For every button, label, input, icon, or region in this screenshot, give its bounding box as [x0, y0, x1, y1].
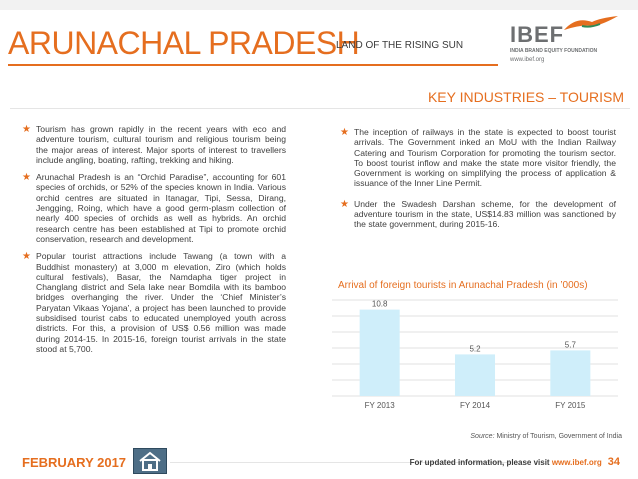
list-item: [340, 198, 616, 230]
logo-tagline: INDIA BRAND EQUITY FOUNDATION: [510, 48, 598, 54]
right-column: [340, 127, 616, 240]
list-item: [22, 124, 286, 165]
chart-x-tick-label: FY 2015: [555, 401, 586, 410]
bullet-text: Popular tourist attractions include Tawang (a town with a Buddhist monastery) at 3,000 m elevation, Ziro (which holds cultural festivals), Basar, the Namdapha tiger project in Changlang district and Sela lake near Bomdila with its bamboo bridges overhanging the river. Under the ‘Chief Minister’s Paryatan Vikaas Yojana’, a project has been launched to provide subsidised tourist cabs to educated unemployed youth across districts. For this, a provision of US$ 0.56 million was made during 2014-15. In 2015-16, foreign tourist arrivals in the state stood at 5,700.: [36, 251, 286, 354]
footer-url-link[interactable]: www.ibef.org: [551, 458, 602, 467]
page-title: ARUNACHAL PRADESH: [8, 25, 360, 61]
star-icon: ★: [340, 198, 349, 210]
chart-data-label: 5.7: [564, 340, 576, 350]
star-icon: ★: [22, 251, 31, 263]
chart-bar: [550, 350, 590, 396]
left-column: [22, 124, 286, 361]
chart-x-tick-label: FY 2014: [459, 401, 491, 410]
chart-title: Arrival of foreign tourists in Arunachal Pradesh (in ’000s): [338, 280, 588, 291]
chart-bar: [455, 354, 495, 396]
footer-info-prefix: For updated information, please visit: [409, 458, 552, 467]
star-icon: ★: [22, 172, 31, 184]
chart-data-label: 10.8: [371, 299, 388, 309]
chart-x-tick-label: FY 2013: [364, 401, 395, 410]
list-item: [22, 251, 286, 354]
title-underline: [8, 64, 498, 66]
top-bar: [0, 0, 638, 10]
tourist-arrivals-chart: [330, 292, 620, 417]
logo-url[interactable]: www.ibef.org: [510, 57, 545, 63]
home-button[interactable]: [133, 448, 167, 474]
section-divider: [10, 108, 630, 109]
bullet-text: Tourism has grown rapidly in the recent years with eco and adventure tourism, cultural tourism and religious tourism being the major areas of interest. Major sports of interest to travellers include angling, boating, rafting, trekking and hiking.: [36, 124, 286, 165]
chart-bar: [360, 310, 400, 396]
list-item: [340, 127, 616, 189]
chart-data-label: 5.2: [469, 344, 481, 354]
logo-wordmark: IBEF: [510, 22, 565, 47]
source-note: [470, 433, 622, 440]
footer-info: [410, 456, 620, 468]
bullet-text: Under the Swadesh Darshan scheme, for the development of adventure tourism in the state, US$14.83 million was sanctioned by the state government, during 2015-16.: [354, 198, 616, 230]
star-icon: ★: [340, 127, 349, 138]
bullet-text: The inception of railways in the state is expected to boost tourist arrivals. The Government inked an MoU with the Indian Railway Catering and Tourism Corporation for promoting the tourism sector. To boost tourist inflow and make the state more visitor friendly, the Government is working on simplifying the process of application & issuance of the Inner Line Permit.: [354, 127, 616, 189]
footer-date: FEBRUARY 2017: [22, 455, 127, 470]
section-heading: KEY INDUSTRIES – TOURISM: [427, 89, 624, 105]
list-item: [22, 172, 286, 244]
home-icon: [134, 449, 166, 473]
page-subtitle: LAND OF THE RISING SUN: [336, 40, 464, 51]
ibef-logo: [510, 14, 630, 70]
source-label: Source:: [470, 433, 495, 440]
bird-icon: [560, 14, 620, 34]
star-icon: ★: [22, 124, 31, 135]
source-text: Ministry of Tourism, Government of India: [494, 433, 622, 440]
bullet-text: Arunachal Pradesh is an “Orchid Paradise”, accounting for 601 species of orchids, or 52% of the species known in India. Various orchid centres are situated in Itanagar, Tipi, Sessa, Dirang, Jengging, Roing, which have a good germ-plasm collection of nearly 400 species of orchids as well as hybrids. An orchid research centre has been established at Tipi to promote orchid conservation, research and development.: [36, 172, 286, 244]
page-number: 34: [607, 456, 620, 468]
